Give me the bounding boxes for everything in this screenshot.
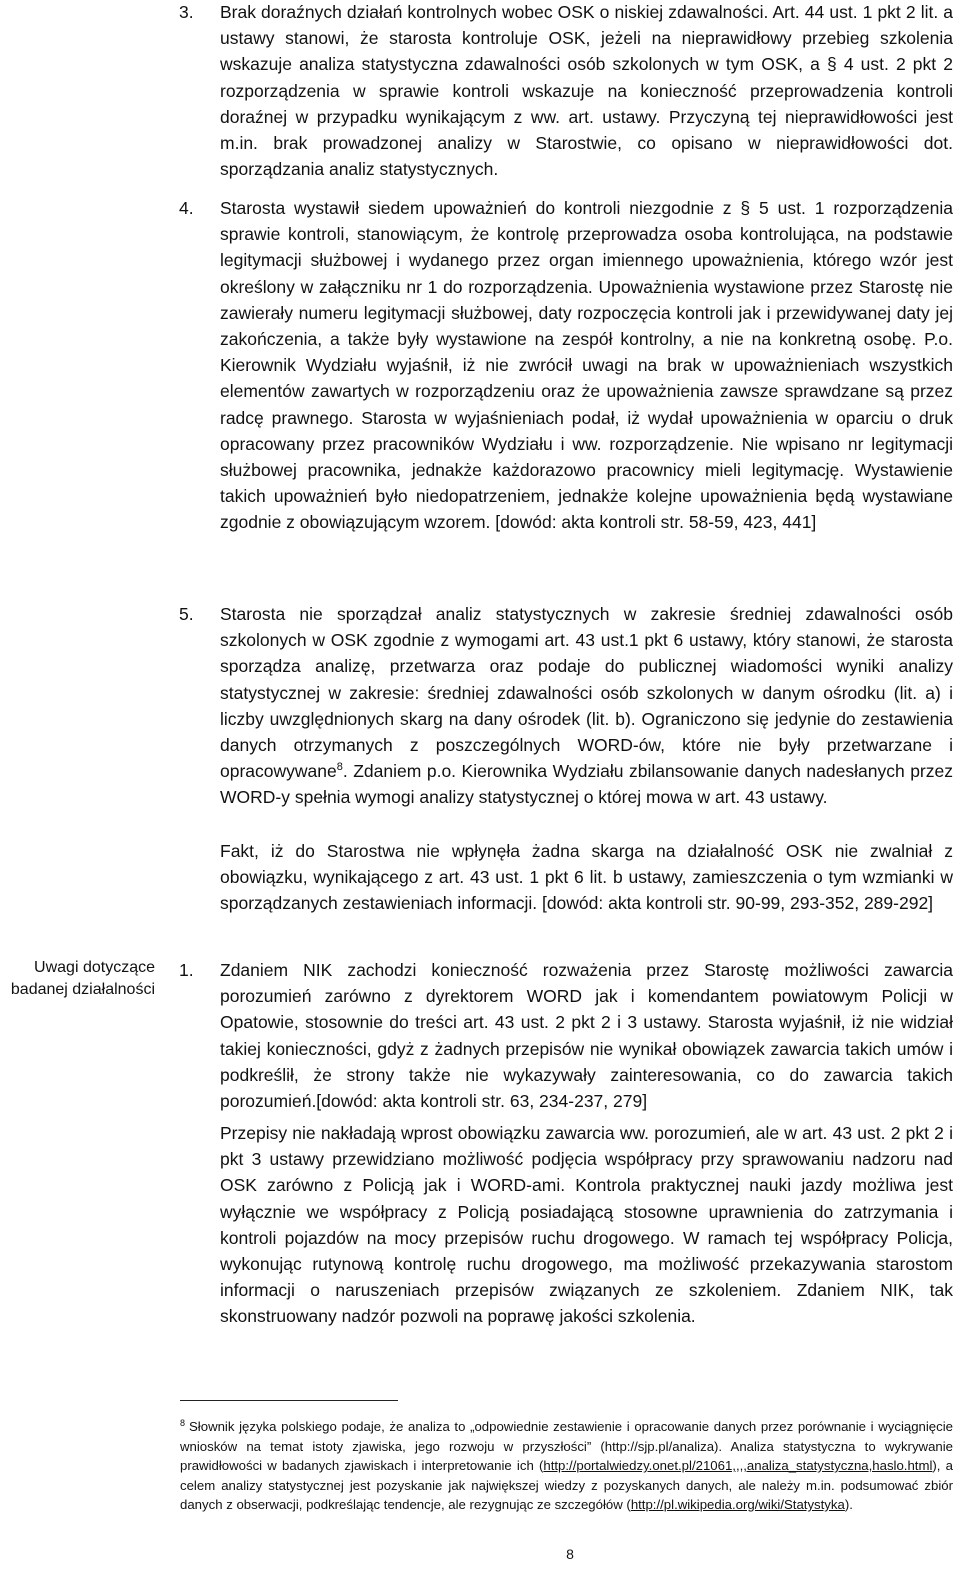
side-label-line1: Uwagi dotyczące <box>34 959 155 976</box>
paragraph-remark-1: Zdaniem NIK zachodzi konieczność rozważenia przez Starostę możliwości zawarcia porozumień zarówno z dyrektorem WORD jak i komendantem powiatowym Policji w Opatowie, stosownie do treści art. 43 ust. 2 pkt 2 i 3 ustawy. Starosta wyjaśnił, iż nie widział takiej konieczności, gdyż z żadnych przepisów nie wynikał obowiązek zawarcia takich umów i podkreślił, że strony także nie wykazywały zainteresowania, co do zawarcia takich porozumień.[dowód: akta kontroli str. 63, 234-237, 279] <box>220 960 953 1112</box>
page-number: 8 <box>566 1546 574 1562</box>
footnote-text-cont: ), a celem analizy statystycznej jest pozyskanie jak największej wiedzy z pozyskanych danych, ale należy m.in. podsumować zbiór danych z obserwacji, podkreślając tendencje, ale rezygnując ze szczegółów ( <box>180 1458 953 1512</box>
side-label-line2: badanej działalności <box>10 981 155 998</box>
paragraph-item-4: Starosta wystawił siedem upoważnień do kontroli niezgodnie z § 5 ust. 1 rozporządzenia sprawie kontroli, stanowiącym, że kontrolę przeprowadza osoba kontrolująca, na podstawie legitymacji służbowej i wydanego przez organ imiennego upoważnienia, którego wzór jest określony w załączniku nr 1 do rozporządzenia. Upoważnienia wystawione przez Starostę nie zawierały numeru legitymacji służbowej, daty rozpoczęcia kontroli jak i przewidywanej daty jej zakończenia, a także były wystawione na zespół kontrolny, a nie na konkretną osobę. P.o. Kierownik Wydziału wyjaśnił, iż nie zwrócił uwagi na brak w upoważnieniach wszystkich elementów zawartych w rozporządzeniu oraz że upoważnienia zawsze sprawdzane są przez radcę prawnego. Starosta w wyjaśnieniach podał, iż wydał upoważnienia w oparciu o druk opracowany przez pracowników Wydziału i ww. rozporządzenie. Nie wpisano nr legitymacji służbowej pracownika, jednakże każdorazowo pracownicy mieli legitymację. Wystawienie takich upoważnień było niedopatrzeniem, jednakże kolejne upoważnienia będą wystawiane zgodnie z obowiązującym wzorem. [dowód: akta kontroli str. 58-59, 423, 441] <box>220 198 953 533</box>
footnote-link-wikipedia[interactable]: http://pl.wikipedia.org/wiki/Statystyka <box>630 1497 845 1512</box>
paragraph-item-5-text-cont: . Zdaniem p.o. Kierownika Wydziału zbilansowanie danych nadesłanych przez WORD-y spełnia wymogi analizy statystycznej o której mowa w art. 43 ustawy. <box>220 761 953 808</box>
footnote-text-end: ). <box>844 1497 853 1512</box>
paragraph-item-5-text: Starosta nie sporządzał analiz statystycznych w zakresie średniej zdawalności osób szkolonych w OSK zgodnie z wymogami art. 43 ust.1 pkt 6 ustawy, który stanowi, że starosta sporządza analizę, przetwarza oraz podaje do publicznej wiadomości wyniki analizy statystycznej w zakresie: średniej zdawalności osób szkolonych w danym ośrodku (lit. a) i liczby uwzględnionych skarg na dany ośrodek (lit. b). Ograniczono się jedynie do zestawienia danych otrzymanych z poszczególnych WORD-ów, które nie były przetwarzane i opracowywane <box>220 604 953 782</box>
footnote-link-portalwiedzy[interactable]: http://portalwiedzy.onet.pl/21061,,,,analiza_statystyczna,haslo.html <box>543 1458 933 1473</box>
paragraph-item-5-continuation: Fakt, iż do Starostwa nie wpłynęła żadna skarga na działalność OSK nie zwalniał z obowiązku, wynikającego z art. 43 ust. 1 pkt 6 lit. b ustawy, zamieszczenia o tym wzmianki w sporządzanych zestawieniach informacji. [dowód: akta kontroli str. 90-99, 293-352, 289-292] <box>220 841 953 914</box>
paragraph-remark-1-continuation: Przepisy nie nakładają wprost obowiązku zawarcia ww. porozumień, ale w art. 43 ust. 2 pkt 2 i pkt 3 ustawy przewidziano możliwość podjęcia współpracy przy sprawowaniu nadzoru nad OSK zarówno z Policją jak i WORD-ami. Kontrola praktycznej nauki jazdy możliwa jest wyłącznie we współpracy z Policją posiadającą stosowne uprawnienia do zatrzymania i kontroli pojazdów na mocy przepisów ruchu drogowego. W ramach tej współpracy Policja, wykonując rutynową kontrolę ruchu drogowego, ma możliwość przekazywania starostom informacji o naruszeniach przepisów związanych ze szkoleniem. Zdaniem NIK, tak skonstruowany nadzór pozwoli na poprawę jakości szkolenia. <box>220 1123 953 1327</box>
footnote <box>180 1417 953 1515</box>
paragraph-item-5 <box>220 601 953 811</box>
item-number: 5. <box>179 604 194 624</box>
footnote-mark: 8 <box>180 1417 186 1428</box>
item-number: 1. <box>179 960 194 980</box>
footnote-reference[interactable]: 8 <box>336 761 343 774</box>
paragraph-item-3: Brak doraźnych działań kontrolnych wobec OSK o niskiej zdawalności. Art. 44 ust. 1 pkt 2 lit. a ustawy stanowi, że starosta kontroluje OSK, jeżeli na nieprawidłowy przebieg szkolenia wskazuje analiza statystyczna zdawalności osób szkolonych w tym OSK, a § 4 ust. 2 pkt 2 rozporządzenia w sprawie kontroli wskazuje na konieczność przeprowadzenia kontroli doraźnej w przypadku wynikającym z ww. art. ustawy. Przyczyną tej nieprawidłowości jest m.in. brak prowadzonej analizy w Starostwie, co opisano w nieprawidłowości dot. sporządzania analiz statystycznych. <box>220 2 953 180</box>
footnote-divider <box>180 1400 398 1401</box>
footnote-text: Słownik języka polskiego podaje, że analiza to „odpowiednie zestawienie i opracowanie danych przez porównanie i wyciągnięcie wniosków na temat istoty zjawiska, jego rozwoju w przyszłości” (http://sjp.pl/analiza). Analiza statystyczna to wykrywanie prawidłowości w badanych zjawiskach i interpretowanie ich ( <box>180 1419 953 1473</box>
item-number: 3. <box>179 2 194 22</box>
side-label <box>0 957 155 1001</box>
item-number: 4. <box>179 198 194 218</box>
